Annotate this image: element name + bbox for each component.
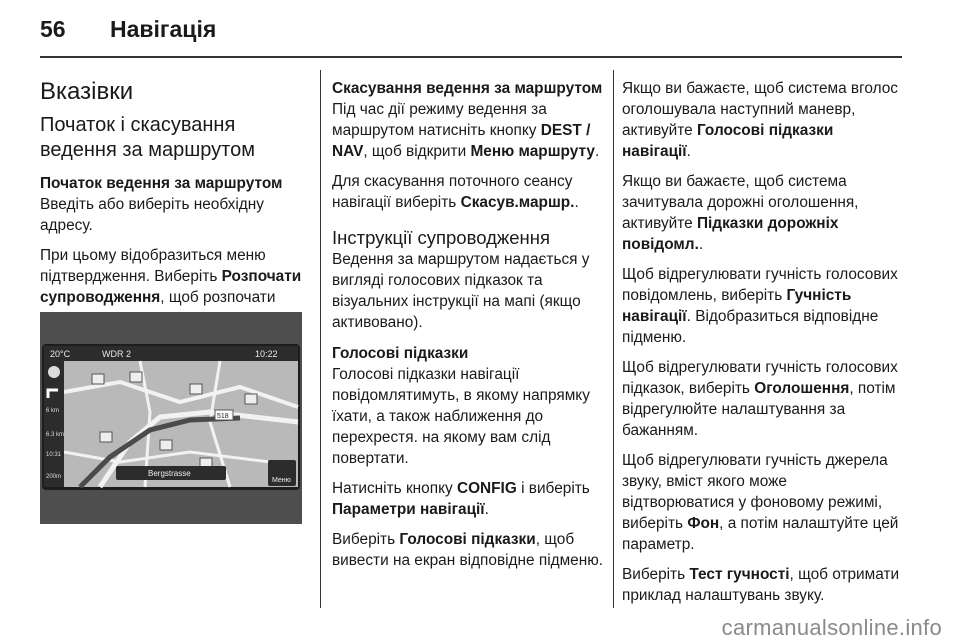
paragraph: Виберіть Тест гучності, щоб отримати приклад налаштувань звуку. — [622, 566, 900, 604]
paragraph: Введіть або виберіть необхідну адресу. — [40, 196, 264, 234]
paragraph: Щоб відрегулювати гучність голосових повідомлень, виберіть Гучність навігації. Відобразиться відповідне підменю. — [622, 266, 898, 346]
column-divider-1 — [320, 70, 321, 608]
header-rule — [40, 56, 902, 58]
paragraph: Натисніть кнопку CONFIG і виберіть Параметри навігації. — [332, 480, 590, 518]
distance-1: 6 km — [46, 408, 60, 414]
paragraph: Голосові підказки навігації повідомлятимуть, в якому напрямку їхати, а також наближення до перехрестя. на якому вам слід повертати. — [332, 366, 590, 467]
paragraph: Ведення за маршрутом надається у вигляді голосових підказок та візуальних інструкції на мапі (якщо активовано). — [332, 251, 590, 331]
column-divider-2 — [613, 70, 614, 608]
road-label: 518 — [217, 413, 229, 420]
paragraph: Під час дії режиму ведення за маршрутом натисніть кнопку DEST / NAV, щоб відкрити Меню маршруту. — [332, 101, 600, 160]
station-readout: WDR 2 — [102, 349, 131, 359]
paragraph: Для скасування поточного сеансу навігації виберіть Скасув.маршр.. — [332, 173, 579, 211]
clock-readout: 10:22 — [255, 349, 278, 359]
voice-prompts-heading: Голосові підказки — [332, 345, 469, 362]
chapter-title: Навігація — [110, 16, 217, 42]
column-3 — [622, 78, 902, 615]
paragraph: Щоб відрегулювати гучність джерела звуку, вміст якого може відтворюватися у фоновому режимі, виберіть Фон, а потім налаштуйте цей параметр. — [622, 452, 899, 553]
paragraph: При цьому відобразиться меню підтвердження. Виберіть Розпочати супроводження, щоб розпочати — [40, 247, 302, 306]
paragraph: Якщо ви бажаєте, щоб система зачитувала дорожні оголошення, активуйте Підказки дорожніх повідомл.. — [622, 173, 859, 253]
section-heading: Вказівки — [40, 78, 134, 105]
distance-3: 200m — [46, 474, 62, 480]
arrival-time: 10:31 — [46, 452, 62, 458]
cancel-guidance-heading: Скасування ведення за маршрутом — [332, 80, 603, 97]
temperature-readout: 20°C — [50, 349, 71, 359]
instructions-heading: Інструкції супроводження — [332, 227, 550, 248]
column-1 — [40, 70, 312, 338]
paragraph: Виберіть Голосові підказки, щоб вивести на екран відповідне підменю. — [332, 531, 604, 569]
paragraph: Щоб відрегулювати гучність голосових підказок, виберіть Оголошення, потім відрегулюйте налаштування за бажанням. — [622, 359, 898, 439]
menu-label: Меню — [272, 477, 291, 484]
navigation-screen-image — [40, 312, 302, 524]
paragraph: Якщо ви бажаєте, щоб система вголос оголошувала наступний маневр, активуйте Голосові підказки навігації. — [622, 80, 899, 160]
start-guidance-heading: Початок ведення за маршрутом — [40, 175, 283, 192]
subsection-heading: Початок і скасування ведення за маршрутом — [40, 114, 255, 161]
watermark: carmanualsonline.info — [721, 615, 942, 640]
column-2 — [332, 78, 606, 580]
distance-2: 6.3 km — [46, 432, 65, 438]
street-name: Bergstrasse — [148, 469, 191, 478]
page-number: 56 — [40, 16, 66, 42]
